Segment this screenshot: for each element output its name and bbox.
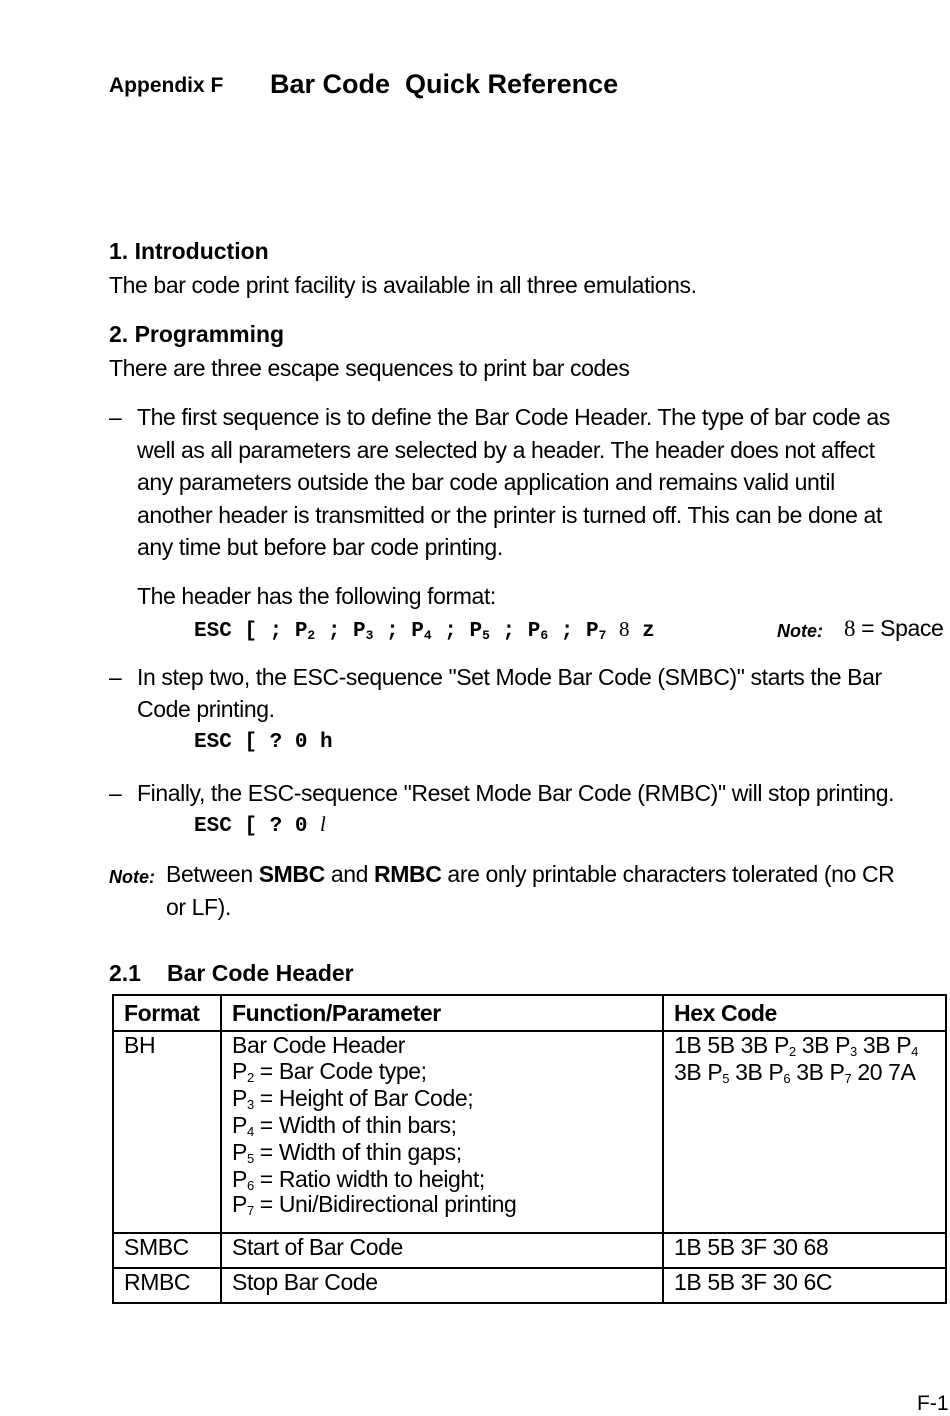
hex-cell	[663, 1031, 946, 1233]
intro-heading: 1. Introduction	[109, 238, 269, 264]
function-cell	[221, 1031, 663, 1233]
note-text: and	[330, 861, 369, 887]
appendix-label: Appendix F	[109, 74, 224, 97]
hex-cell: 1B 5B 3F 30 68	[663, 1233, 946, 1268]
programming-heading: 2. Programming	[109, 321, 285, 347]
param-item: $P_2$ = Bar Code type;	[232, 1058, 427, 1085]
function-name: Bar Code Header	[232, 1032, 405, 1058]
rmbc-code	[194, 812, 326, 838]
smbc-code: ESC [ ? 0 h	[194, 731, 333, 754]
table-row	[113, 1031, 946, 1233]
param-item: $P_5$ = Width of thin gaps;	[232, 1139, 462, 1166]
format-cell: BH	[113, 1031, 221, 1233]
format-cell: SMBC	[113, 1233, 221, 1268]
bullet1-line: The first sequence is to define the Bar Code Header. The type of bar code as	[137, 404, 890, 430]
table-row	[113, 1233, 946, 1268]
intro-text: The bar code print facility is available in all three emulations.	[109, 272, 697, 298]
param-item: $P_4$ = Width of thin bars;	[232, 1112, 457, 1139]
note-smbc: SMBC	[258, 861, 325, 887]
table-heading: Bar Code Header	[167, 960, 354, 986]
bullet1-line: any time but before bar code printing.	[137, 534, 503, 560]
hex-line: 3B $P_5$ 3B $P_6$ 3B $P_7$ 20 7A	[674, 1059, 916, 1086]
parameter-list	[232, 1032, 662, 1218]
col-format-header: Format	[113, 995, 221, 1031]
space-note-text: = Space	[861, 615, 944, 641]
param-item: $P_7$ = Uni/Bidirectional printing	[232, 1191, 517, 1218]
page-title: Bar Code Quick Reference	[270, 69, 619, 99]
bullet1-line: well as all parameters are selected by a header. The header does not affect	[137, 437, 875, 463]
note-line-2: or LF).	[166, 894, 231, 920]
param-item: $P_6$ = Ratio width to height;	[232, 1166, 485, 1193]
note-label: Note:	[777, 621, 823, 641]
page-number: F-1	[917, 1392, 949, 1415]
note-line-1	[166, 861, 894, 888]
table-row	[113, 1268, 946, 1303]
space-symbol: 8	[619, 617, 630, 641]
programming-text: There are three escape sequences to print bar codes	[109, 355, 630, 381]
bullet3-line: Finally, the ESC-sequence "Reset Mode Bar Code (RMBC)" will stop printing.	[137, 780, 895, 806]
function-cell: Start of Bar Code	[221, 1233, 663, 1268]
note-text: Between	[166, 861, 253, 887]
col-hex-header: Hex Code	[663, 995, 946, 1031]
note-label: Note:	[109, 867, 155, 887]
header-format-code: ESC [ ; $P_2$ ; $P_3$ ; $P_4$ ; $P_5$ ; $P_6$ ; $P_7$ 8 z	[194, 617, 655, 643]
bullet-dash: –	[109, 404, 122, 430]
note-text: are only printable characters tolerated (no CR	[447, 861, 895, 887]
hex-line: 1B 5B 3B $P_2$ 3B $P_3$ 3B $P_4$	[674, 1032, 918, 1059]
table-header-row	[113, 995, 946, 1031]
space-symbol: 8	[844, 616, 856, 641]
function-cell: Stop Bar Code	[221, 1268, 663, 1303]
format-cell: RMBC	[113, 1268, 221, 1303]
bullet-dash: –	[109, 780, 122, 806]
hex-cell: 1B 5B 3F 30 6C	[663, 1268, 946, 1303]
rmbc-code-tail: l	[320, 812, 326, 836]
col-function-header: Function/Parameter	[221, 995, 663, 1031]
param-item: $P_3$ = Height of Bar Code;	[232, 1085, 474, 1112]
rmbc-code-text: ESC [ ? 0	[194, 815, 308, 838]
bullet1-line: another header is transmitted or the printer is turned off. This can be done at	[137, 502, 882, 528]
bullet2-line: Code printing.	[137, 696, 275, 722]
table-heading-num: 2.1	[109, 960, 141, 986]
space-note	[844, 615, 943, 642]
bullet2-line: In step two, the ESC-sequence "Set Mode Bar Code (SMBC)" starts the Bar	[137, 664, 882, 690]
note-rmbc: RMBC	[374, 861, 442, 887]
format-intro: The header has the following format:	[137, 583, 496, 609]
bar-code-header-table	[112, 994, 947, 1304]
bullet1-line: any parameters outside the bar code application and remains valid until	[137, 469, 835, 495]
bullet-dash: –	[109, 664, 122, 690]
